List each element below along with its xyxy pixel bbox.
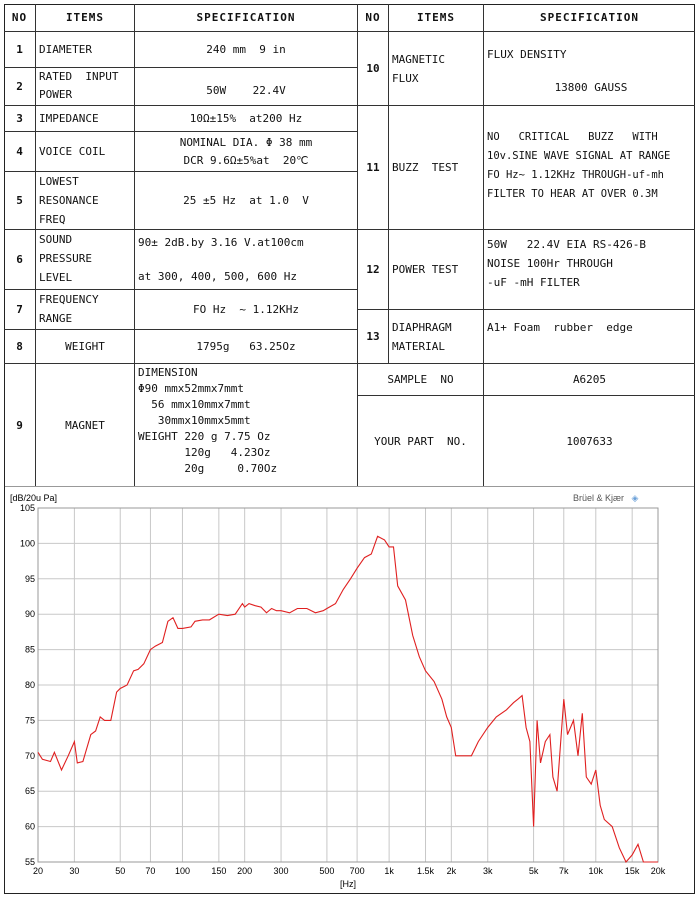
y-tick-label: 55 bbox=[24, 857, 35, 867]
row-12-item: POWER TEST bbox=[389, 230, 484, 310]
x-tick-labels bbox=[33, 866, 666, 876]
x-tick-label: 30 bbox=[69, 866, 80, 876]
row-3-no: 3 bbox=[4, 106, 36, 132]
x-tick-label: 3k bbox=[482, 866, 493, 876]
response-curve bbox=[38, 536, 658, 862]
row-9-item: MAGNET bbox=[36, 364, 135, 486]
row-10-spec-value: 13800 GAUSS bbox=[554, 81, 628, 94]
y-tick-label: 95 bbox=[24, 573, 35, 584]
spec-table bbox=[4, 4, 695, 486]
x-tick-label: 70 bbox=[145, 866, 156, 876]
sample-no-label: SAMPLE NO bbox=[358, 364, 484, 396]
x-tick-label: 1k bbox=[384, 866, 394, 876]
row-6-item: SOUND PRESSURE LEVEL bbox=[36, 230, 135, 290]
y-tick-labels bbox=[20, 503, 35, 867]
x-tick-label: 500 bbox=[319, 866, 335, 876]
row-11-spec: NO CRITICAL BUZZ WITH 10v.SINE WAVE SIGNAL AT RANGE FO Hz~ 1.12KHz THROUGH-uf-mh FILTER TO HEAR AT OVER 0.3M bbox=[484, 106, 695, 230]
row-10-spec bbox=[484, 32, 695, 106]
row-12-spec: 50W 22.4V EIA RS-426-B NOISE 100Hr THROUGH -uF -mH FILTER bbox=[484, 230, 695, 310]
row-13-item: DIAPHRAGM MATERIAL bbox=[389, 310, 484, 364]
row-10-item: MAGNETIC FLUX bbox=[389, 32, 484, 106]
row-10-spec-label: FLUX DENSITY bbox=[487, 48, 567, 61]
row-5-spec: 25 ±5 Hz at 1.0 V bbox=[135, 172, 358, 230]
row-1-no: 1 bbox=[4, 32, 36, 68]
row-6-no: 6 bbox=[4, 230, 36, 290]
x-tick-label: 15k bbox=[624, 866, 640, 876]
x-tick-label: 700 bbox=[349, 866, 365, 876]
header-specification: SPECIFICATION bbox=[135, 4, 358, 32]
row-11-item: BUZZ TEST bbox=[389, 106, 484, 230]
x-tick-label: 200 bbox=[237, 866, 253, 876]
part-no-label: YOUR PART NO. bbox=[358, 396, 484, 486]
row-9-no: 9 bbox=[4, 364, 36, 486]
row-4-spec: NOMINAL DIA. Φ 38 mm DCR 9.6Ω±5%at 20℃ bbox=[135, 132, 358, 172]
x-tick-label: 100 bbox=[174, 866, 190, 876]
x-tick-label: 300 bbox=[273, 866, 289, 876]
x-tick-label: 20k bbox=[650, 866, 666, 876]
row-1-item: DIAMETER bbox=[36, 32, 135, 68]
row-3-spec: 10Ω±15% at200 Hz bbox=[135, 106, 358, 132]
sample-no-value: A6205 bbox=[484, 364, 695, 396]
row-5-item: LOWEST RESONANCE FREQ bbox=[36, 172, 135, 230]
row-4-no: 4 bbox=[4, 132, 36, 172]
y-tick-label: 60 bbox=[24, 821, 35, 832]
brand-logo-icon: ◈ bbox=[631, 493, 639, 503]
chart-grid bbox=[38, 508, 658, 862]
row-5-no: 5 bbox=[4, 172, 36, 230]
x-tick-label: 10k bbox=[588, 866, 604, 876]
row-7-item: FREQUENCY RANGE bbox=[36, 290, 135, 330]
row-7-no: 7 bbox=[4, 290, 36, 330]
y-tick-label: 80 bbox=[24, 680, 35, 690]
row-12-no: 12 bbox=[358, 230, 389, 310]
row-8-spec: 1795g 63.25Oz bbox=[135, 330, 358, 364]
y-tick-label: 70 bbox=[24, 750, 35, 761]
header-specification-right: SPECIFICATION bbox=[484, 4, 695, 32]
row-2-no: 2 bbox=[4, 68, 36, 106]
x-tick-label: 2k bbox=[446, 866, 457, 876]
row-2-item: RATED INPUT POWER bbox=[36, 68, 135, 106]
row-6-spec: 90± 2dB.by 3.16 V.at100cm at 300, 400, 500, 600 Hz bbox=[135, 230, 358, 290]
row-7-spec: FO Hz ~ 1.12KHz bbox=[135, 290, 358, 330]
frequency-response-chart bbox=[4, 486, 695, 894]
y-tick-label: 65 bbox=[24, 786, 35, 797]
header-items: ITEMS bbox=[36, 4, 135, 32]
header-items-right: ITEMS bbox=[389, 4, 484, 32]
row-1-spec: 240 mm 9 in bbox=[135, 32, 358, 68]
x-axis-label: [Hz] bbox=[339, 879, 357, 889]
row-13-no: 13 bbox=[358, 310, 389, 364]
row-9-spec: DIMENSION Φ90 mmx52mmx7mmt 56 mmx10mmx7mmt 30mmx10mmx5mmt WEIGHT 220 g 7.75 Oz 120g 4.23Oz 20g 0.70Oz bbox=[135, 364, 358, 486]
row-8-no: 8 bbox=[4, 330, 36, 364]
x-tick-label: 50 bbox=[115, 866, 126, 876]
y-axis-label: [dB/20u Pa] bbox=[10, 493, 58, 503]
row-3-item: IMPEDANCE bbox=[36, 106, 135, 132]
row-8-item: WEIGHT bbox=[36, 330, 135, 364]
x-tick-label: 150 bbox=[211, 866, 227, 876]
x-tick-label: 7k bbox=[559, 866, 569, 876]
row-11-no: 11 bbox=[358, 106, 389, 230]
x-tick-label: 1.5k bbox=[417, 866, 435, 876]
y-tick-label: 75 bbox=[24, 715, 35, 726]
brand-logo-text: Brüel & Kjær bbox=[572, 493, 624, 503]
x-tick-label: 5k bbox=[528, 866, 539, 876]
row-4-item: VOICE COIL bbox=[36, 132, 135, 172]
x-tick-label: 20 bbox=[32, 866, 44, 876]
header-no: NO bbox=[4, 4, 36, 32]
header-no-right: NO bbox=[358, 4, 389, 32]
y-tick-label: 85 bbox=[24, 644, 35, 655]
row-13-spec: A1+ Foam rubber edge bbox=[484, 310, 695, 364]
part-no-value: 1007633 bbox=[566, 434, 613, 448]
row-10-no: 10 bbox=[358, 32, 389, 106]
y-tick-label: 90 bbox=[24, 609, 35, 620]
y-tick-label: 105 bbox=[19, 503, 35, 513]
y-tick-label: 100 bbox=[19, 538, 35, 549]
row-2-spec: 50W 22.4V bbox=[135, 68, 358, 106]
